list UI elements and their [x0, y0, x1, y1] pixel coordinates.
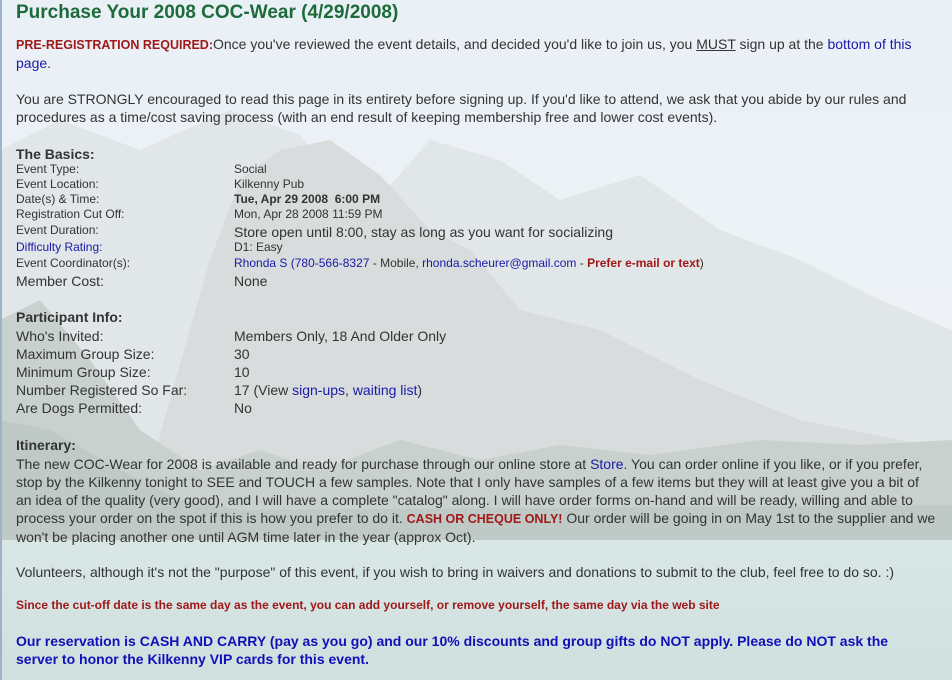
min-group-value: 10 [234, 364, 250, 380]
dogs-value: No [234, 400, 252, 416]
member-cost-value: None [234, 273, 268, 289]
coordinator-name-link[interactable]: Rhonda S [234, 256, 288, 270]
itinerary-text-c: Our order will be going in on May 1st to the supplier and we won't be placing another one until AGM time later in the year (approx Oct). [16, 510, 936, 545]
member-cost-label: Member Cost: [16, 273, 104, 289]
event-location-label: Event Location: [16, 177, 99, 191]
invited-label: Who's Invited: [16, 328, 104, 344]
duration-value: Store open until 8:00, stay as long as you want for socializing [234, 224, 613, 240]
itinerary-text-b: . You can order online if you like, or if you prefer, stop by the Kilkenny tonight to SEE and TOUCH a few samples. Note that I only have samples of a few items but they will at least give you a bit of an idea of the quality (very good), and I will have a complete "catalog" along. I will have order forms on-hand and will be ready, willing and able to process your order on the spot if this is how you prefer to do it. [16, 456, 923, 526]
prereg-text-b: sign up at the [735, 36, 828, 52]
coordinator-preference: Prefer e-mail or text [587, 256, 700, 270]
max-group-label: Maximum Group Size: [16, 346, 155, 362]
waiting-list-link[interactable]: waiting list [352, 382, 418, 398]
coordinator-phone: 780-566-8327 [294, 256, 370, 270]
registered-count: 17 (View [234, 382, 293, 398]
invited-value: Members Only, 18 And Older Only [234, 328, 447, 344]
itinerary-text-a: The new COC-Wear for 2008 is available and ready for purchase through our online store at [16, 456, 591, 472]
itinerary-paragraph [16, 455, 936, 546]
registered-label: Number Registered So Far: [16, 382, 188, 398]
difficulty-value: D1: Easy [234, 240, 283, 254]
coordinator-email-link[interactable]: rhonda.scheurer@gmail.com [422, 256, 577, 270]
cutoff-value: Mon, Apr 28 2008 11:59 PM [234, 207, 383, 221]
preregistration-label: PRE-REGISTRATION REQUIRED: [16, 38, 213, 52]
coordinator-label: Event Coordinator(s): [16, 256, 131, 270]
max-group-value: 30 [234, 346, 250, 362]
event-type-label: Event Type: [16, 162, 80, 176]
coordinator-dash: - [576, 256, 588, 270]
cash-or-cheque-notice: CASH OR CHEQUE ONLY! [406, 512, 563, 526]
min-group-label: Minimum Group Size: [16, 364, 151, 380]
registered-close: ) [417, 382, 423, 398]
page-title: Purchase Your 2008 COC-Wear (4/29/2008) [16, 2, 399, 23]
must-emphasis: MUST [696, 36, 736, 52]
event-type-value: Social [234, 162, 267, 176]
datetime-label: Date(s) & Time: [16, 192, 100, 206]
store-link[interactable]: Store [590, 456, 624, 472]
coordinator-value [234, 256, 704, 270]
basics-heading: The Basics: [16, 146, 95, 162]
duration-label: Event Duration: [16, 223, 99, 237]
signups-link[interactable]: sign-ups [292, 382, 346, 398]
preregistration-notice [16, 35, 936, 72]
cutoff-label: Registration Cut Off: [16, 207, 125, 221]
dogs-label: Are Dogs Permitted: [16, 400, 143, 416]
itinerary-heading: Itinerary: [16, 437, 76, 453]
strongly-encouraged-paragraph: You are STRONGLY encouraged to read this page in its entirety before signing up. If you'd like to attend, we ask that you abide by our rules and procedures as a time/cost saving process (with an end result of keeping membership free and lower cost events). [16, 91, 907, 125]
cutoff-same-day-note: Since the cut-off date is the same day as the event, you can add yourself, or remove yourself, the same day via the web site [16, 598, 720, 612]
difficulty-rating-link[interactable]: Difficulty Rating: [16, 240, 103, 254]
prereg-text-a: Once you've reviewed the event details, and decided you'd like to join us, you [213, 36, 697, 52]
participant-heading: Participant Info: [16, 309, 123, 325]
cash-and-carry-note: Our reservation is CASH AND CARRY (pay as you go) and our 10% discounts and group gifts do NOT apply. Please do NOT ask the server to honor the Kilkenny VIP cards for this event. [16, 633, 889, 667]
coordinator-open-paren: ( [287, 256, 295, 270]
volunteers-paragraph: Volunteers, although it's not the "purpose" of this event, if you wish to bring in waivers and donations to submit to the club, feel free to do so. :) [16, 564, 895, 580]
registered-value [234, 382, 422, 398]
event-location-value: Kilkenny Pub [234, 177, 305, 191]
prereg-text-c: . [47, 55, 52, 71]
bottom-of-page-link[interactable]: bottom of this page [16, 36, 912, 71]
registered-comma: , [345, 382, 353, 398]
coordinator-mobile-label: - Mobile, [369, 256, 423, 270]
datetime-value: Tue, Apr 29 2008 6:00 PM [234, 192, 381, 206]
coordinator-close-paren: ) [699, 256, 704, 270]
